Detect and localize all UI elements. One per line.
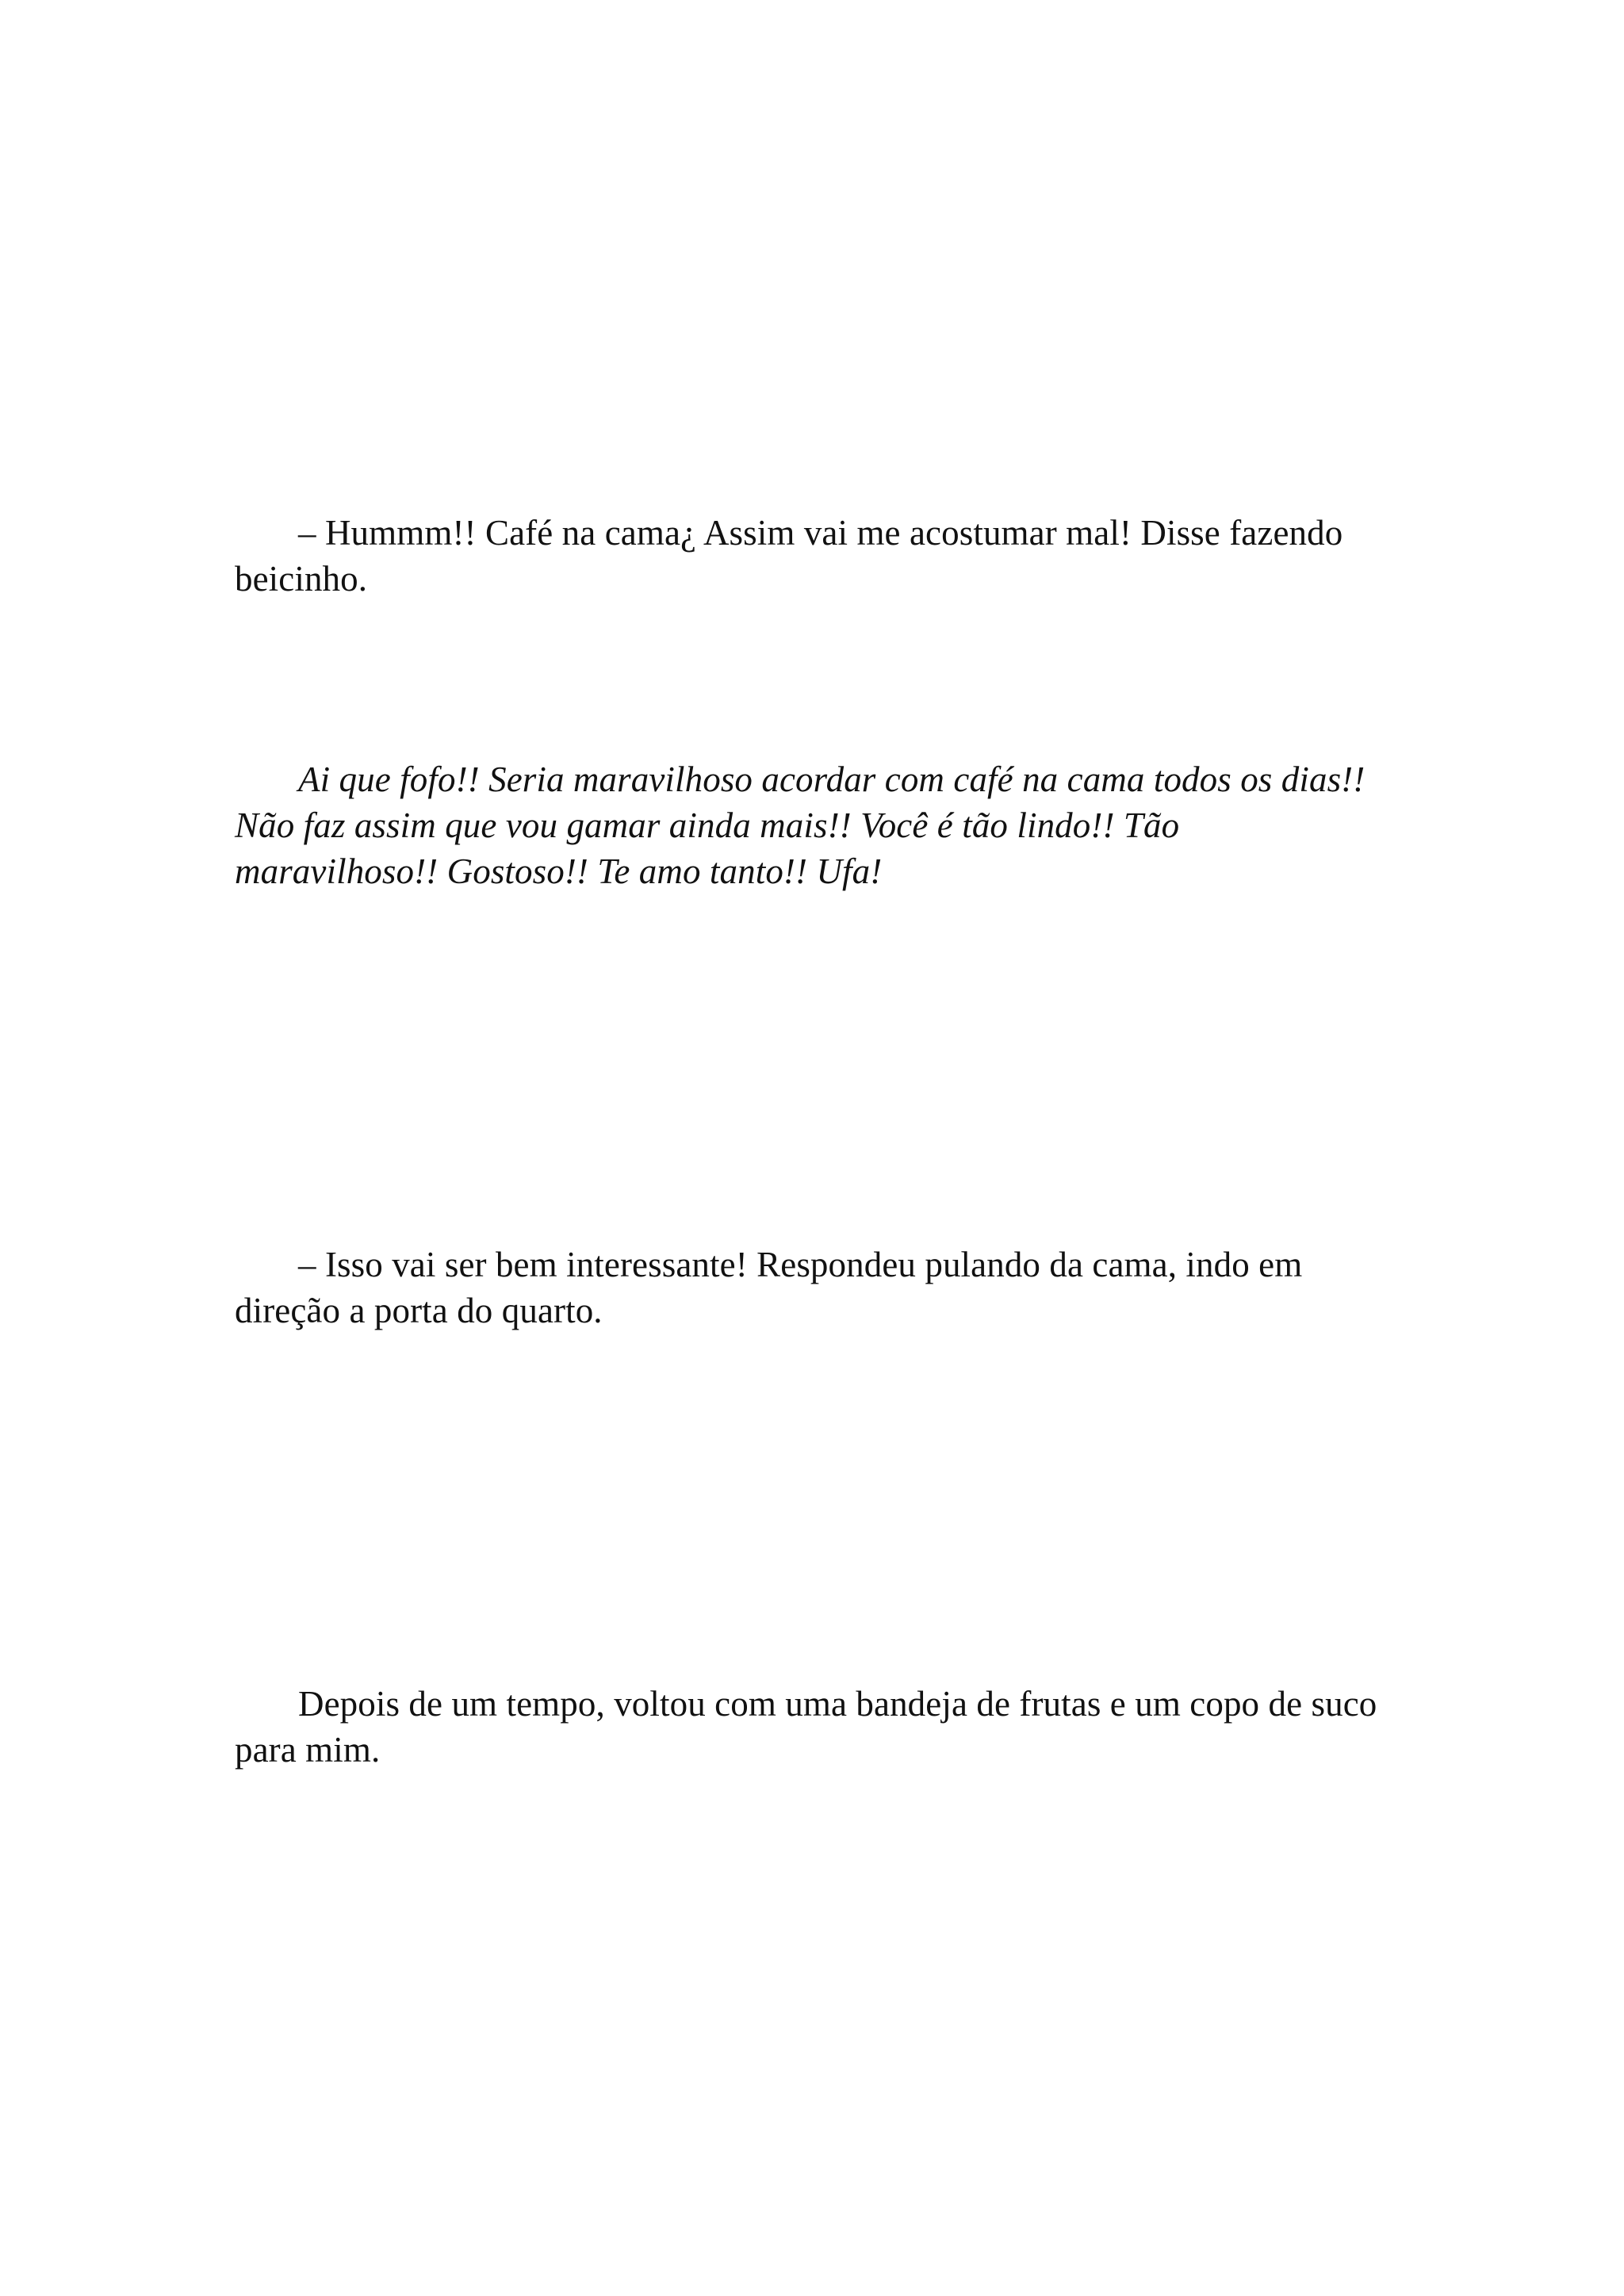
paragraph-inner-thought: Ai que fofo!! Seria maravilhoso acordar com café na cama todos os dias!! Não faz assim que vou gamar ainda mais!! Você é tão lindo!! Tão maravilhoso!! Gostoso!! Te amo tanto!! Ufa! <box>235 760 1365 891</box>
paragraph-narration: Depois de um tempo, voltou com uma bandeja de frutas e um copo de suco para mim. <box>235 1684 1377 1770</box>
paragraph-dialogue-1: – Hummm!! Café na cama¿ Assim vai me acostumar mal! Disse fazendo beicinho. <box>235 513 1343 599</box>
paragraph-dialogue-2: – Isso vai ser bem interessante! Respondeu pulando da cama, indo em direção a porta do quarto. <box>235 1245 1303 1330</box>
